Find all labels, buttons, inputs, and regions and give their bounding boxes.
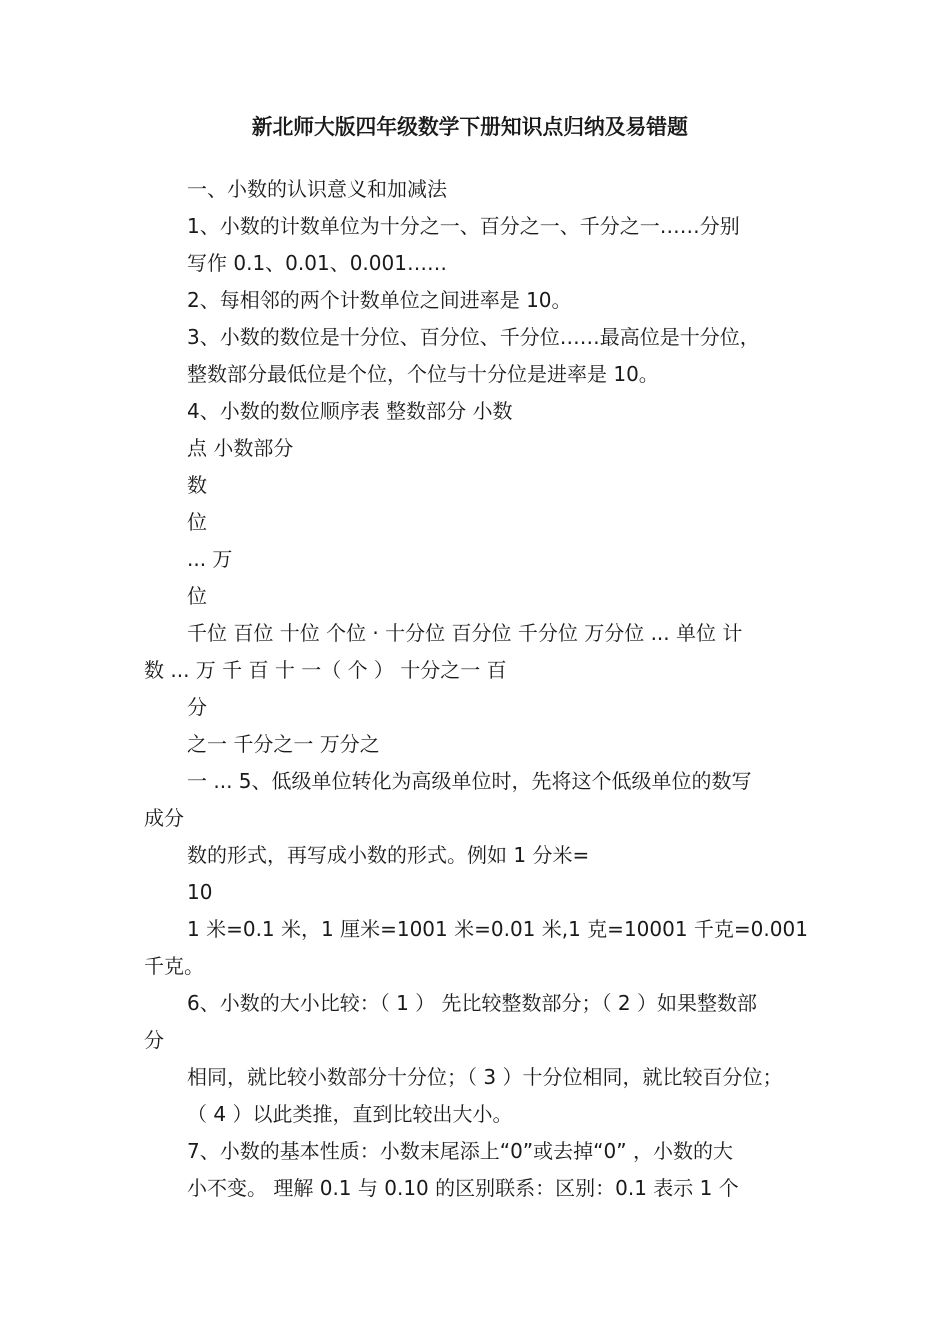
document-title: 新北师大版四年级数学下册知识点归纳及易错题	[251, 115, 688, 139]
text-line: 位	[187, 510, 207, 534]
text-line: 位	[187, 584, 207, 608]
text-line: 分	[144, 1028, 164, 1052]
text-line: （ 4 ）以此类推，直到比较出大小。	[187, 1102, 513, 1126]
text-line: 2、每相邻的两个计数单位之间进率是 10。	[187, 288, 572, 312]
text-line: 点 小数部分	[187, 436, 294, 460]
text-line: 一、小数的认识意义和加减法	[187, 177, 447, 201]
text-line: 3、小数的数位是十分位、百分位、千分位……最高位是十分位，	[187, 325, 760, 349]
text-line: 一 ... 5、低级单位转化为高级单位时，先将这个低级单位的数写	[187, 769, 752, 793]
text-line: ... 万	[187, 547, 233, 571]
text-line: 7、小数的基本性质：小数末尾添上“0”或去掉“0” ，小数的大	[187, 1139, 733, 1163]
text-line: 成分	[144, 806, 184, 830]
text-line: 写作 0.1、0.01、0.001……	[187, 251, 447, 275]
text-line: 6、小数的大小比较：（ 1 ） 先比较整数部分；（ 2 ）如果整数部	[187, 991, 757, 1015]
text-line: 10	[187, 880, 213, 904]
text-line: 之一 千分之一 万分之	[187, 732, 380, 756]
text-line: 4、小数的数位顺序表 整数部分 小数	[187, 399, 513, 423]
text-line: 数	[187, 473, 207, 497]
text-line: 1 米=0.1 米，1 厘米=1001 米=0.01 米,1 克=10001 千克=0.001	[187, 917, 808, 941]
text-line: 数的形式，再写成小数的形式。例如 1 分米=	[187, 843, 590, 867]
text-line: 分	[187, 695, 207, 719]
text-line: 相同，就比较小数部分十分位；（ 3 ）十分位相同，就比较百分位；	[187, 1065, 783, 1089]
text-line: 千克。	[144, 954, 204, 978]
text-line: 整数部分最低位是个位，个位与十分位是进率是 10。	[187, 362, 659, 386]
text-line: 千位 百位 十位 个位 · 十分位 百分位 千分位 万分位 ... 单位 计	[187, 621, 743, 645]
text-line: 数 ... 万 千 百 十 一（ 个 ） 十分之一 百	[144, 658, 507, 682]
text-line: 1、小数的计数单位为十分之一、百分之一、千分之一……分别	[187, 214, 740, 238]
text-line: 小不变。 理解 0.1 与 0.10 的区别联系：区别：0.1 表示 1 个	[187, 1176, 739, 1200]
